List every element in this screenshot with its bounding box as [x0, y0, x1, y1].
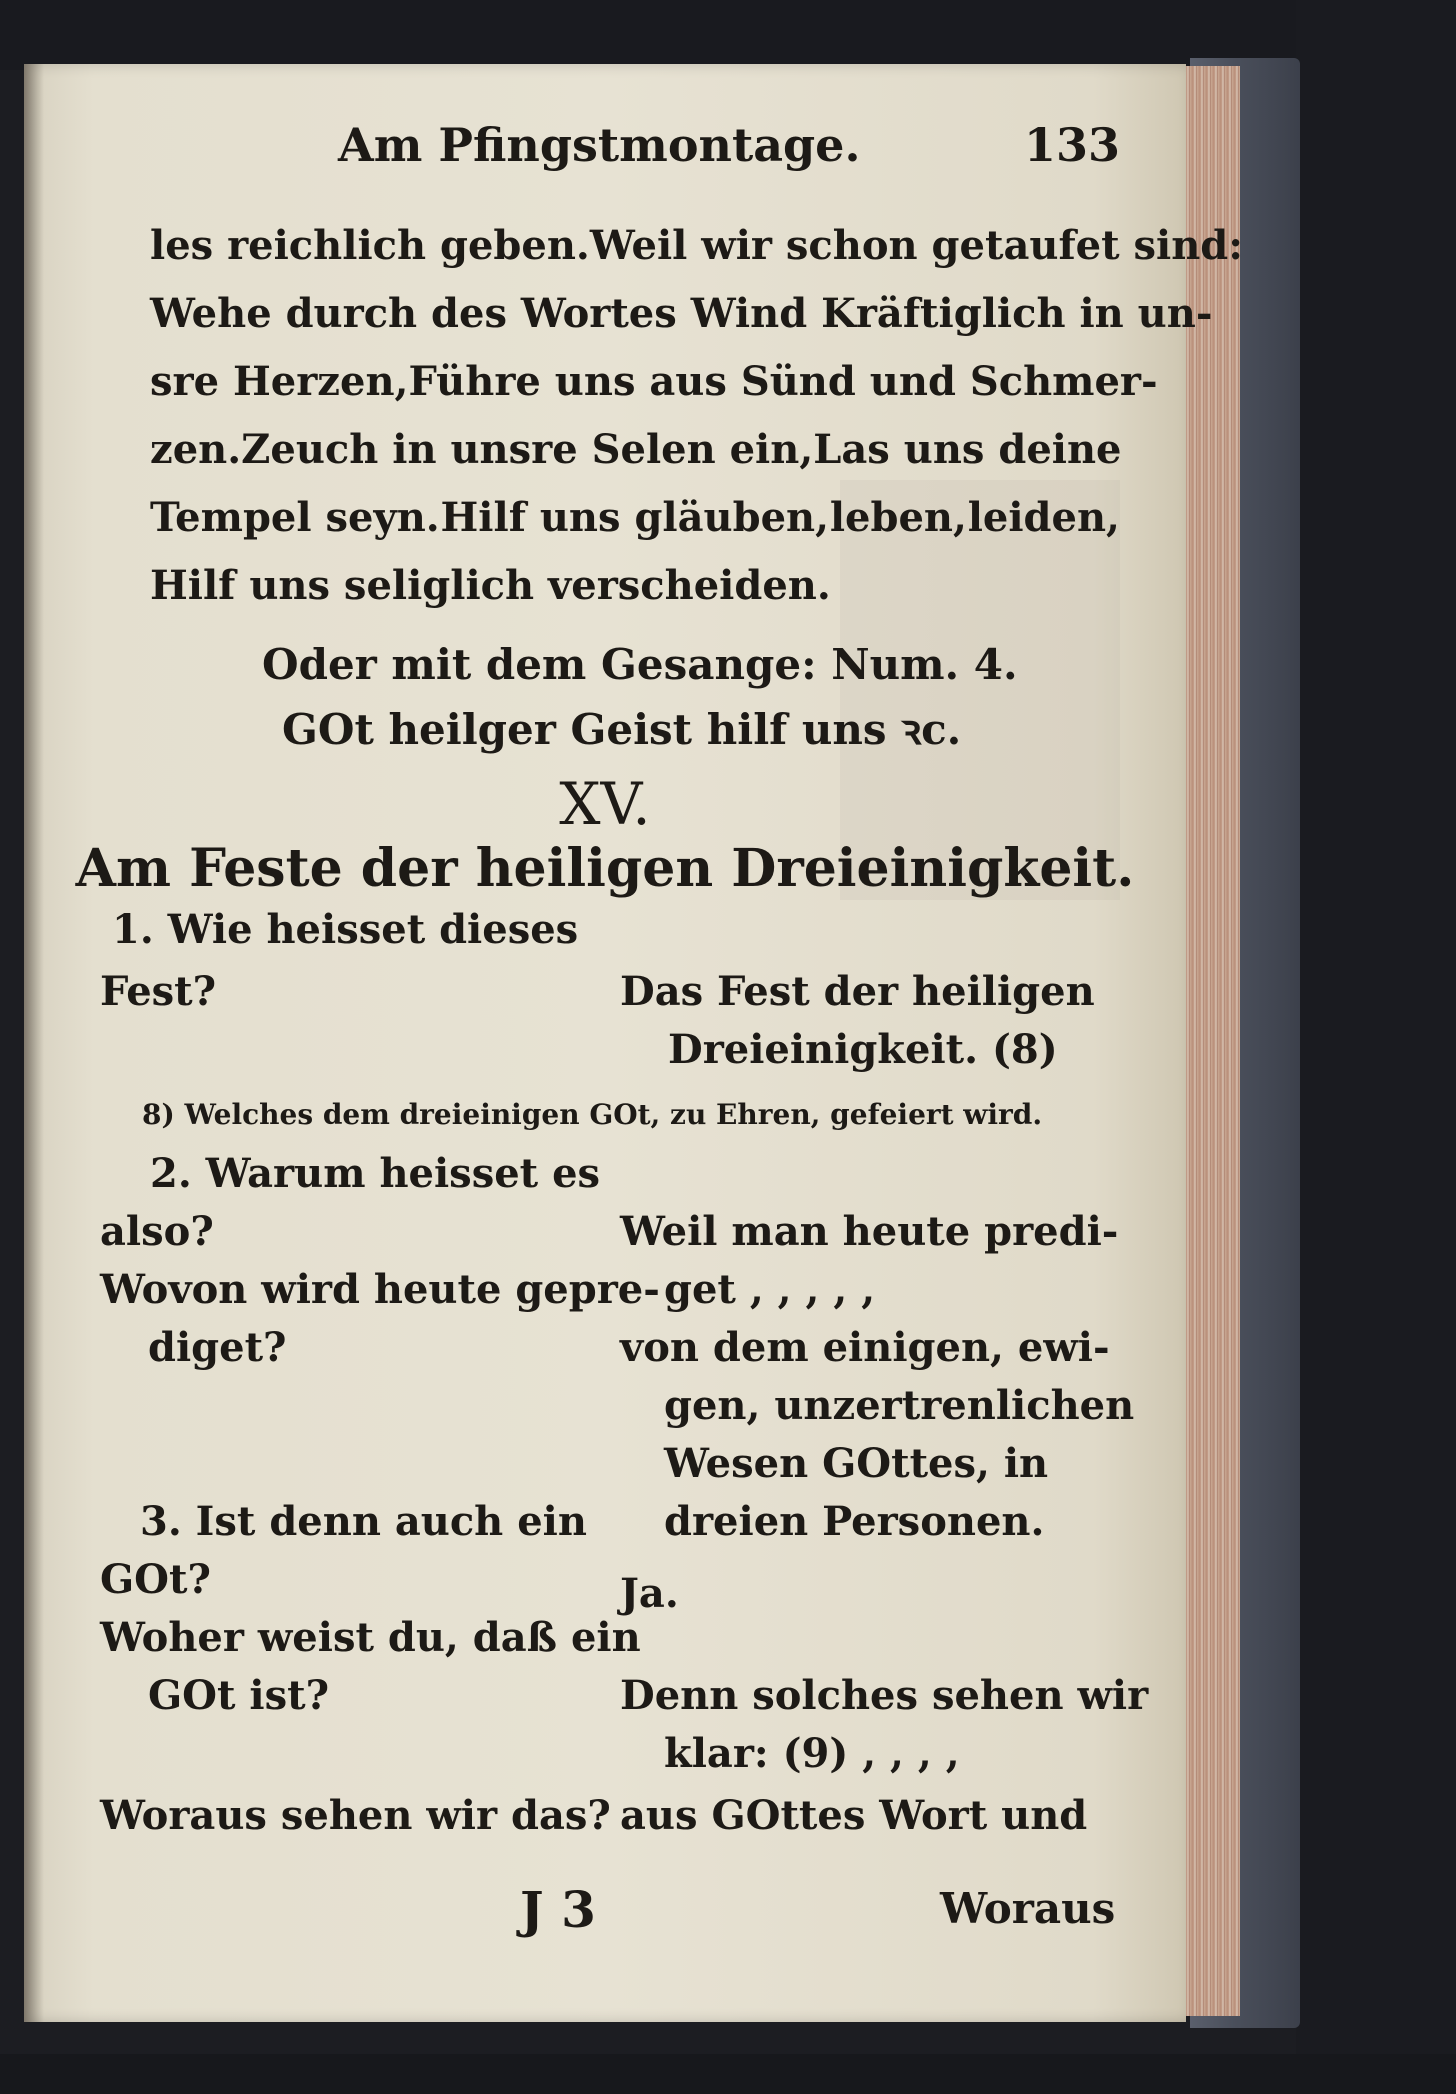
background-bottom	[0, 2054, 1456, 2094]
body-line-segment: Tempel seyn.	[150, 494, 440, 541]
question: GOt?	[100, 1556, 211, 1603]
body-line	[150, 562, 831, 609]
answer: aus GOttes Wort und	[620, 1792, 1088, 1839]
answer: Denn solches sehen wir	[620, 1672, 1149, 1719]
body-line	[150, 290, 1213, 337]
running-title: Am Pfingstmontage.	[338, 118, 861, 172]
answer: Wesen GOttes, in	[664, 1440, 1049, 1487]
hymn-reference-line: GOt heilger Geist hilf uns ꝛc.	[282, 705, 962, 754]
question: also?	[100, 1208, 214, 1255]
hymn-reference-line: Oder mit dem Gesange: Num. 4.	[262, 640, 1018, 689]
answer: get , , , , ,	[664, 1266, 876, 1313]
answer: Weil man heute predi-	[620, 1208, 1119, 1255]
answer: Dreieinigkeit. (8)	[668, 1026, 1058, 1073]
answer: Das Fest der heiligen	[620, 968, 1095, 1015]
question: 1. Wie heisset dieses	[112, 906, 579, 953]
background-right	[1296, 0, 1456, 2094]
question: 3. Ist denn auch ein	[140, 1498, 587, 1545]
footnote: 8) Welches dem dreieinigen GOt, zu Ehren, gefeiert wird.	[142, 1098, 1043, 1131]
body-line-segment: Zeuch in unsre Selen ein,	[241, 426, 814, 473]
answer: Ja.	[620, 1570, 679, 1617]
body-line-segment: les reichlich geben.	[150, 222, 590, 269]
body-line-segment: Wehe durch des Wortes Wind Kräftiglich in un-	[150, 290, 1213, 337]
answer: gen, unzertrenlichen	[664, 1382, 1135, 1429]
question: GOt ist?	[148, 1672, 330, 1719]
answer: dreien Personen.	[664, 1498, 1045, 1545]
body-line	[150, 222, 1244, 269]
question: 2. Warum heisset es	[150, 1150, 601, 1197]
body-line	[150, 426, 1120, 473]
body-line-segment: zen.	[150, 426, 242, 473]
body-line-segment: Hilf uns gläuben,	[440, 494, 830, 541]
question: Wovon wird heute gepre-	[100, 1266, 660, 1313]
section-title: Am Feste der heiligen Dreieinigkeit.	[75, 838, 1135, 899]
body-line	[150, 494, 1120, 541]
body-line-segment: Las uns deine	[813, 426, 1122, 473]
question: Woraus sehen wir das?	[100, 1792, 611, 1839]
page-gutter-shadow	[24, 64, 44, 2022]
body-line	[150, 358, 1158, 405]
body-line-segment: leben,	[829, 494, 967, 541]
question: diget?	[148, 1324, 287, 1371]
body-line-segment: leiden,	[967, 494, 1120, 541]
body-line-segment: Führe uns aus Sünd und Schmer-	[408, 358, 1158, 405]
answer: klar: (9) , , , ,	[664, 1730, 960, 1777]
body-line-segment: Hilf uns seliglich verscheiden.	[150, 562, 831, 609]
signature-mark: J 3	[520, 1880, 596, 1939]
body-line-segment: sre Herzen,	[150, 358, 409, 405]
body-line-segment: Weil wir schon getaufet sind:	[589, 222, 1244, 269]
section-number: XV.	[559, 770, 651, 838]
page-number: 133	[1024, 118, 1121, 172]
question: Woher weist du, daß ein	[100, 1614, 641, 1661]
catchword: Woraus	[940, 1884, 1116, 1933]
question: Fest?	[100, 968, 217, 1015]
answer: von dem einigen, ewi-	[620, 1324, 1110, 1371]
